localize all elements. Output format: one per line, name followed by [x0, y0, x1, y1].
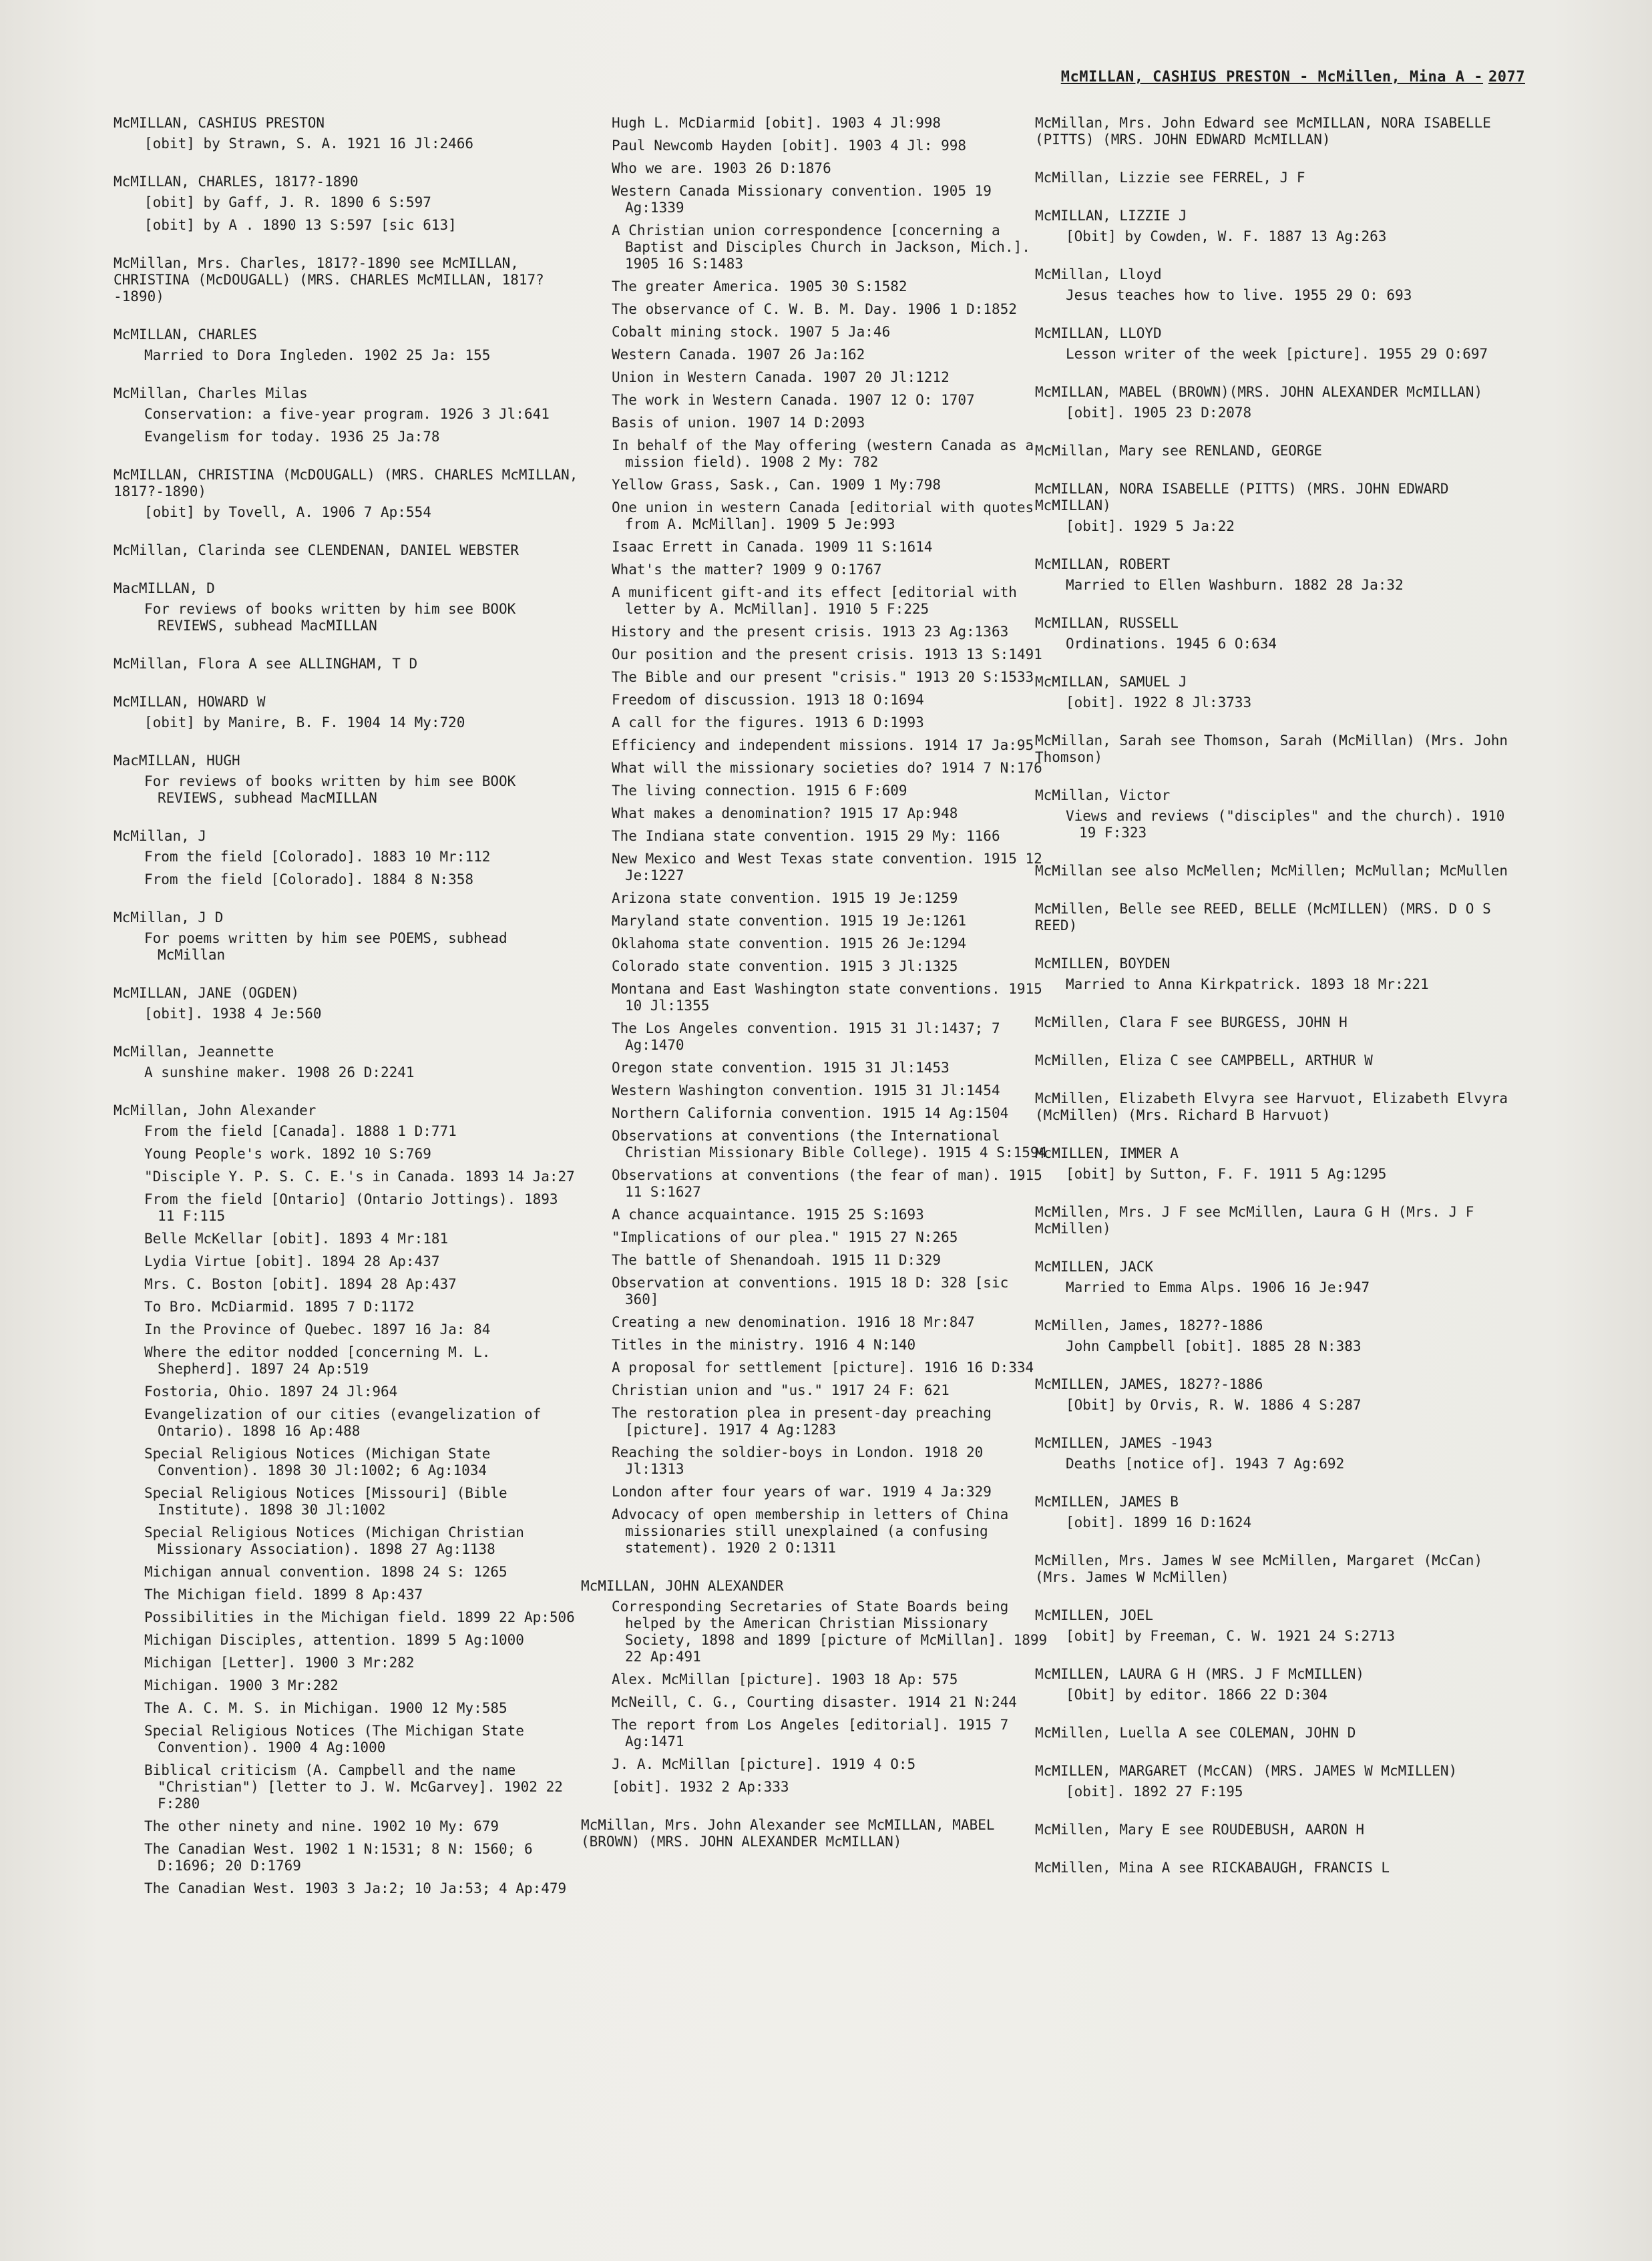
index-entry [1035, 956, 1522, 993]
citation-line: [obit] by Sutton, F. F. 1911 5 Ag:1295 [1066, 1166, 1387, 1182]
citation-line: Belle McKellar [obit]. 1893 4 Mr:181 [144, 1231, 449, 1247]
citation-line: Lesson writer of the week [picture]. 1955 29 O:697 [1066, 346, 1488, 362]
citation-line: Michigan annual convention. 1898 24 S: 1265 [144, 1564, 507, 1580]
citation-line: Montana and East Washington state conventions. 1915 10 Jl:1355 [612, 981, 1042, 1014]
citation-line: A chance acquaintance. 1915 25 S:1693 [612, 1207, 924, 1223]
index-entry [1035, 1317, 1522, 1355]
index-entry [114, 694, 581, 731]
index-entry [1035, 1607, 1522, 1645]
entry-heading: McMillan, John Alexander [114, 1102, 317, 1118]
citation-line: One union in western Canada [editorial with quotes from A. McMillan]. 1909 5 Je:993 [612, 499, 1034, 532]
index-entry [1035, 1822, 1522, 1838]
citation-line: Basis of union. 1907 14 D:2093 [612, 415, 865, 431]
citation-line: Efficiency and independent missions. 1914 17 Ja:95 [612, 737, 1034, 753]
citation-line: In the Province of Quebec. 1897 16 Ja: 84 [144, 1321, 491, 1338]
citation-line: The Canadian West. 1903 3 Ja:2; 10 Ja:53; 4 Ap:479 [144, 1880, 567, 1896]
index-entry [114, 580, 581, 634]
entry-heading: McMillan, Mrs. John Alexander see McMILLAN, MABEL (BROWN) (MRS. JOHN ALEXANDER McMILLAN) [581, 1817, 995, 1850]
citation-line: Fostoria, Ohio. 1897 24 Jl:964 [144, 1384, 398, 1400]
citation-line: [obit]. 1929 5 Ja:22 [1066, 518, 1235, 534]
citation-line: The battle of Shenandoah. 1915 11 D:329 [612, 1252, 942, 1268]
citation-line: Michigan [Letter]. 1900 3 Mr:282 [144, 1655, 415, 1671]
index-entry [1035, 170, 1522, 186]
index-entry [1035, 1376, 1522, 1414]
page-number: 2077 [1488, 69, 1525, 85]
citation-line: The report from Los Angeles [editorial]. 1915 7 Ag:1471 [612, 1717, 1009, 1750]
citation-line: Our position and the present crisis. 1913 13 S:1491 [612, 646, 1042, 662]
index-entry [1035, 266, 1522, 304]
citation-line: Married to Anna Kirkpatrick. 1893 18 Mr:221 [1066, 976, 1429, 992]
entry-heading: McMILLEN, JOEL [1035, 1607, 1154, 1623]
citation-line: Advocacy of open membership in letters of China missionaries still unexplained (a confusing statement). 1920 2 O:1311 [612, 1506, 1009, 1556]
entry-heading: McMillan, Victor [1035, 787, 1171, 803]
index-entry [1035, 1204, 1522, 1237]
entry-heading: McMILLEN, MARGARET (McCAN) (MRS. JAMES W McMILLEN) [1035, 1763, 1458, 1779]
entry-heading: McMILLAN, ROBERT [1035, 556, 1171, 572]
citation-line: London after four years of war. 1919 4 Ja:329 [612, 1484, 992, 1500]
citation-line: Special Religious Notices (Michigan Christian Missionary Association). 1898 27 Ag:1138 [144, 1524, 524, 1557]
index-entry [1035, 674, 1522, 711]
entry-heading: McMILLEN, LAURA G H (MRS. J F McMILLEN) [1035, 1666, 1365, 1682]
index-entry [1035, 325, 1522, 363]
entry-heading: McMILLEN, IMMER A [1035, 1145, 1179, 1161]
citation-line: Corresponding Secretaries of State Boards being helped by the American Christian Missionary Society, 1898 and 1899 [picture of McMillan]. 1899 22 Ap:491 [612, 1599, 1048, 1665]
index-entry [1035, 787, 1522, 841]
citation-line: Isaac Errett in Canada. 1909 11 S:1614 [612, 539, 933, 555]
citation-line: The greater America. 1905 30 S:1582 [612, 278, 907, 294]
citation-line: From the field [Colorado]. 1883 10 Mr:112 [144, 849, 491, 865]
citation-line: Observations at conventions (the fear of man). 1915 11 S:1627 [612, 1167, 1042, 1200]
citation-line: Reaching the soldier-boys in London. 1918 20 Jl:1313 [612, 1444, 984, 1477]
citation-line: [obit] by Strawn, S. A. 1921 16 Jl:2466 [144, 136, 474, 152]
citation-line: Young People's work. 1892 10 S:769 [144, 1146, 431, 1162]
index-entry [114, 327, 581, 364]
index-entry [1035, 481, 1522, 535]
index-entry [1035, 1494, 1522, 1531]
index-entry [114, 174, 581, 234]
entry-heading: McMillen, Belle see REED, BELLE (McMILLEN) (MRS. D O S REED) [1035, 901, 1491, 934]
citation-line: To Bro. McDiarmid. 1895 7 D:1172 [144, 1299, 415, 1315]
entry-heading: McMillan, Mrs. Charles, 1817?-1890 see McMILLAN, CHRISTINA (McDOUGALL) (MRS. CHARLES McMILLAN, 1817?-1890) [114, 255, 544, 304]
citation-line: Michigan Disciples, attention. 1899 5 Ag:1000 [144, 1632, 524, 1648]
citation-line: [obit]. 1892 27 F:195 [1066, 1784, 1243, 1800]
citation-line: McNeill, C. G., Courting disaster. 1914 21 N:244 [612, 1694, 1017, 1710]
index-entry [1035, 1014, 1522, 1031]
index-column-3 [1035, 115, 1522, 1898]
entry-heading: McMillen, Mina A see RICKABAUGH, FRANCIS L [1035, 1860, 1390, 1876]
entry-heading: McMILLEN, JAMES -1943 [1035, 1435, 1213, 1451]
entry-heading: McMillan, J D [114, 909, 224, 926]
citation-line: Arizona state convention. 1915 19 Je:1259 [612, 890, 958, 906]
citation-line: Northern California convention. 1915 14 Ag:1504 [612, 1105, 1009, 1121]
citation-line: [obit]. 1932 2 Ap:333 [612, 1779, 789, 1795]
citation-line: [obit]. 1905 23 D:2078 [1066, 405, 1252, 421]
citation-line: Cobalt mining stock. 1907 5 Ja:46 [612, 324, 891, 340]
citation-line: Yellow Grass, Sask., Can. 1909 1 My:798 [612, 477, 942, 493]
entry-heading: MacMILLAN, D [114, 580, 215, 596]
entry-heading: McMillan, Clarinda see CLENDENAN, DANIEL WEBSTER [114, 542, 519, 558]
index-column-1 [114, 115, 581, 1918]
citation-line: A call for the figures. 1913 6 D:1993 [612, 714, 924, 731]
citation-line: What's the matter? 1909 9 O:1767 [612, 562, 882, 578]
entry-heading: McMILLAN, CASHIUS PRESTON [114, 115, 325, 131]
citation-line: Special Religious Notices (The Michigan State Convention). 1900 4 Ag:1000 [144, 1723, 524, 1756]
index-entry [1035, 733, 1522, 766]
citation-line: From the field [Ontario] (Ontario Jottings). 1893 11 F:115 [144, 1191, 558, 1224]
citation-line: [obit] by Freeman, C. W. 1921 24 S:2713 [1066, 1628, 1396, 1644]
citation-line: [obit]. 1922 8 Jl:3733 [1066, 694, 1252, 710]
citation-line: The Michigan field. 1899 8 Ap:437 [144, 1587, 423, 1603]
entry-heading: McMillan, Sarah see Thomson, Sarah (McMillan) (Mrs. John Thomson) [1035, 733, 1508, 765]
index-entry [1035, 384, 1522, 421]
citation-line: Married to Ellen Washburn. 1882 28 Ja:32 [1066, 577, 1404, 593]
citation-line: Union in Western Canada. 1907 20 Jl:1212 [612, 369, 950, 385]
citation-line: [obit] by Manire, B. F. 1904 14 My:720 [144, 714, 465, 731]
entry-heading: McMILLAN, LIZZIE J [1035, 208, 1187, 224]
entry-heading: McMillen, Eliza C see CAMPBELL, ARTHUR W [1035, 1052, 1373, 1068]
index-entry [1035, 115, 1522, 148]
entry-heading: McMillen, Luella A see COLEMAN, JOHN D [1035, 1725, 1356, 1741]
citation-line: For reviews of books written by him see BOOK REVIEWS, subhead MacMILLAN [144, 601, 516, 634]
citation-line: The other ninety and nine. 1902 10 My: 679 [144, 1818, 499, 1834]
citation-line: [obit]. 1938 4 Je:560 [144, 1006, 322, 1022]
citation-line: What will the missionary societies do? 1914 7 N:176 [612, 760, 1042, 776]
index-entry [1035, 1725, 1522, 1741]
entry-heading: McMillan, Mary see RENLAND, GEORGE [1035, 443, 1322, 459]
entry-heading: McMILLAN, SAMUEL J [1035, 674, 1187, 690]
entry-heading: McMillan, Lizzie see FERREL, J F [1035, 170, 1305, 186]
citation-line: A Christian union correspondence [concerning a Baptist and Disciples Church in Jackson, Mich.]. 1905 16 S:1483 [612, 222, 1030, 272]
citation-line: Views and reviews ("disciples" and the church). 1910 19 F:323 [1066, 808, 1505, 841]
citation-line: Married to Emma Alps. 1906 16 Je:947 [1066, 1279, 1370, 1295]
citation-line: Special Religious Notices [Missouri] (Bible Institute). 1898 30 Jl:1002 [144, 1485, 507, 1518]
citation-line: "Disciple Y. P. S. C. E.'s in Canada. 1893 14 Ja:27 [144, 1169, 575, 1185]
index-entry [1035, 556, 1522, 594]
citation-line: From the field [Colorado]. 1884 8 N:358 [144, 871, 474, 887]
citation-line: For poems written by him see POEMS, subhead McMillan [144, 930, 507, 963]
citation-line: In behalf of the May offering (western Canada as a mission field). 1908 2 My: 782 [612, 437, 1034, 470]
citation-line: Oklahoma state convention. 1915 26 Je:1294 [612, 936, 967, 952]
index-entry [1035, 1145, 1522, 1183]
index-entry [114, 753, 581, 807]
index-entry [114, 115, 581, 152]
entry-heading: McMillan, Jeannette [114, 1044, 274, 1060]
citation-line: John Campbell [obit]. 1885 28 N:383 [1066, 1338, 1362, 1354]
citation-line: History and the present crisis. 1913 23 Ag:1363 [612, 624, 1009, 640]
entry-heading: McMILLEN, JACK [1035, 1259, 1154, 1275]
citation-line: Michigan. 1900 3 Mr:282 [144, 1677, 339, 1693]
entry-heading: McMILLAN, CHARLES [114, 327, 257, 343]
index-entry [581, 1578, 1048, 1796]
index-entry [1035, 1259, 1522, 1296]
citation-line: The Los Angeles convention. 1915 31 Jl:1437; 7 Ag:1470 [612, 1020, 1000, 1053]
citation-line: J. A. McMillan [picture]. 1919 4 O:5 [612, 1756, 916, 1772]
citation-line: Titles in the ministry. 1916 4 N:140 [612, 1337, 916, 1353]
citation-line: The living connection. 1915 6 F:609 [612, 783, 907, 799]
index-entry [1035, 1052, 1522, 1069]
citation-line: Colorado state convention. 1915 3 Jl:1325 [612, 958, 958, 974]
index-entry [114, 385, 581, 445]
citation-line: Evangelism for today. 1936 25 Ja:78 [144, 429, 440, 445]
entry-heading: McMillen, Mrs. J F see McMillen, Laura G H (Mrs. J F McMillen) [1035, 1204, 1474, 1237]
citation-line: Western Washington convention. 1915 31 Jl:1454 [612, 1082, 1000, 1098]
entry-heading: McMILLEN, BOYDEN [1035, 956, 1171, 972]
index-entry [114, 909, 581, 964]
citation-line: For reviews of books written by him see BOOK REVIEWS, subhead MacMILLAN [144, 773, 516, 806]
citation-line: Western Canada. 1907 26 Ja:162 [612, 347, 865, 363]
entry-heading: McMILLAN, RUSSELL [1035, 615, 1179, 631]
entry-heading: McMillen, Elizabeth Elvyra see Harvuot, Elizabeth Elvyra (McMillen) (Mrs. Richard B Harvuot) [1035, 1090, 1508, 1123]
entry-heading: McMillan, Flora A see ALLINGHAM, T D [114, 656, 418, 672]
citation-line: A munificent gift-and its effect [editorial with letter by A. McMillan]. 1910 5 F:225 [612, 584, 1017, 617]
index-column-2 [581, 115, 1048, 1872]
index-entry [581, 115, 1048, 1557]
entry-heading: McMillan, Charles Milas [114, 385, 308, 401]
entry-heading: McMILLAN, CHRISTINA (McDOUGALL) (MRS. CHARLES McMILLAN, 1817?-1890) [114, 467, 578, 499]
citation-line: [obit] by A . 1890 13 S:597 [sic 613] [144, 217, 457, 233]
citation-line: The Bible and our present "crisis." 1913 20 S:1533 [612, 669, 1034, 685]
entry-heading: McMillen, Clara F see BURGESS, JOHN H [1035, 1014, 1348, 1030]
entry-heading: McMillan, Mrs. John Edward see McMILLAN, NORA ISABELLE (PITTS) (MRS. JOHN EDWARD McMILLAN) [1035, 115, 1491, 148]
citation-line: Evangelization of our cities (evangelization of Ontario). 1898 16 Ap:488 [144, 1406, 542, 1439]
entry-heading: McMILLAN, HOWARD W [114, 694, 266, 710]
citation-line: Who we are. 1903 26 D:1876 [612, 160, 831, 176]
index-entry [114, 542, 581, 559]
index-entry [1035, 615, 1522, 652]
citation-line: Freedom of discussion. 1913 18 O:1694 [612, 692, 924, 708]
index-entry [1035, 443, 1522, 459]
citation-line: Mrs. C. Boston [obit]. 1894 28 Ap:437 [144, 1276, 457, 1292]
citation-line: Conservation: a five-year program. 1926 3 Jl:641 [144, 406, 550, 422]
index-entry [1035, 1090, 1522, 1124]
citation-line: The A. C. M. S. in Michigan. 1900 12 My:585 [144, 1700, 507, 1716]
index-entry [1035, 1763, 1522, 1800]
citation-line: [obit] by Gaff, J. R. 1890 6 S:597 [144, 194, 431, 210]
entry-heading: McMILLAN, CHARLES, 1817?-1890 [114, 174, 359, 190]
citation-line: [Obit] by Cowden, W. F. 1887 13 Ag:263 [1066, 228, 1387, 244]
index-entry [1035, 1666, 1522, 1703]
citation-line: Maryland state convention. 1915 19 Je:1261 [612, 913, 967, 929]
citation-line: Hugh L. McDiarmid [obit]. 1903 4 Jl:998 [612, 115, 942, 131]
running-header [1061, 69, 1525, 85]
citation-line: Alex. McMillan [picture]. 1903 18 Ap: 575 [612, 1671, 958, 1687]
index-entry [114, 467, 581, 521]
citation-line: [Obit] by Orvis, R. W. 1886 4 S:287 [1066, 1397, 1362, 1413]
citation-line: The work in Western Canada. 1907 12 O: 1707 [612, 392, 975, 408]
entry-heading: McMillen, James, 1827?-1886 [1035, 1317, 1263, 1333]
citation-line: From the field [Canada]. 1888 1 D:771 [144, 1123, 457, 1139]
index-entry [1035, 863, 1522, 879]
entry-heading: McMillan, J [114, 828, 207, 844]
citation-line: Lydia Virtue [obit]. 1894 28 Ap:437 [144, 1253, 440, 1269]
index-entry [1035, 1435, 1522, 1472]
citation-line: A proposal for settlement [picture]. 1916 16 D:334 [612, 1360, 1034, 1376]
index-entry [1035, 1860, 1522, 1876]
entry-heading: McMILLEN, JAMES, 1827?-1886 [1035, 1376, 1263, 1392]
citation-line: Observations at conventions (the International Christian Missionary Bible College). 1915 4 S:1594 [612, 1128, 1048, 1161]
index-entry [114, 1102, 581, 1897]
index-entry [1035, 1553, 1522, 1586]
citation-line: The restoration plea in present-day preaching [picture]. 1917 4 Ag:1283 [612, 1405, 992, 1438]
citation-line: Paul Newcomb Hayden [obit]. 1903 4 Jl: 998 [612, 138, 967, 154]
citation-line: Possibilities in the Michigan field. 1899 22 Ap:506 [144, 1609, 575, 1625]
entry-heading: McMillan, Lloyd [1035, 266, 1162, 282]
citation-line: Deaths [notice of]. 1943 7 Ag:692 [1066, 1456, 1345, 1472]
index-entry [114, 1044, 581, 1081]
citation-line: Oregon state convention. 1915 31 Jl:1453 [612, 1060, 950, 1076]
citation-line: What makes a denomination? 1915 17 Ap:948 [612, 805, 958, 821]
citation-line: Creating a new denomination. 1916 18 Mr:847 [612, 1314, 975, 1330]
index-entry [581, 1817, 1048, 1850]
index-entry [114, 656, 581, 672]
index-entry [114, 255, 581, 305]
entry-heading: McMILLAN, LLOYD [1035, 325, 1162, 341]
citation-line: Married to Dora Ingleden. 1902 25 Ja: 155 [144, 347, 491, 363]
citation-line: Observation at conventions. 1915 18 D: 328 [sic 360] [612, 1275, 1009, 1307]
citation-line: Christian union and "us." 1917 24 F: 621 [612, 1382, 950, 1398]
index-entry [1035, 208, 1522, 245]
entry-heading: McMILLAN, JOHN ALEXANDER [581, 1578, 784, 1594]
citation-line: Ordinations. 1945 6 O:634 [1066, 636, 1277, 652]
citation-line: [Obit] by editor. 1866 22 D:304 [1066, 1687, 1327, 1703]
index-entry [114, 985, 581, 1022]
citation-line: "Implications of our plea." 1915 27 N:265 [612, 1229, 958, 1245]
citation-line: A sunshine maker. 1908 26 D:2241 [144, 1064, 415, 1080]
citation-line: New Mexico and West Texas state convention. 1915 12 Je:1227 [612, 851, 1042, 883]
entry-heading: McMillen, Mrs. James W see McMillen, Margaret (McCan) (Mrs. James W McMillen) [1035, 1553, 1483, 1585]
citation-line: The Canadian West. 1902 1 N:1531; 8 N: 1560; 6 D:1696; 20 D:1769 [144, 1841, 533, 1874]
entry-heading: McMillen, Mary E see ROUDEBUSH, AARON H [1035, 1822, 1365, 1838]
citation-line: Jesus teaches how to live. 1955 29 O: 693 [1066, 287, 1412, 303]
index-entry [114, 828, 581, 888]
running-title: McMILLAN, CASHIUS PRESTON - McMillen, Mina A - [1060, 69, 1484, 85]
citation-line: Special Religious Notices (Michigan State Convention). 1898 30 Jl:1002; 6 Ag:1034 [144, 1446, 491, 1478]
entry-heading: McMILLEN, JAMES B [1035, 1494, 1179, 1510]
entry-heading: McMILLAN, MABEL (BROWN)(MRS. JOHN ALEXANDER McMILLAN) [1035, 384, 1483, 400]
citation-line: Where the editor nodded [concerning M. L. Shepherd]. 1897 24 Ap:519 [144, 1344, 491, 1377]
entry-heading: McMILLAN, JANE (OGDEN) [114, 985, 300, 1001]
citation-line: The observance of C. W. B. M. Day. 1906 1 D:1852 [612, 301, 1017, 317]
citation-line: The Indiana state convention. 1915 29 My: 1166 [612, 828, 1000, 844]
entry-heading: MacMILLAN, HUGH [114, 753, 240, 769]
index-entry [1035, 901, 1522, 934]
citation-line: [obit] by Tovell, A. 1906 7 Ap:554 [144, 504, 431, 520]
citation-line: [obit]. 1899 16 D:1624 [1066, 1514, 1252, 1530]
citation-line: Western Canada Missionary convention. 1905 19 Ag:1339 [612, 183, 992, 216]
entry-heading: McMILLAN, NORA ISABELLE (PITTS) (MRS. JOHN EDWARD McMILLAN) [1035, 481, 1449, 513]
entry-heading: McMillan see also McMellen; McMillen; McMullan; McMullen [1035, 863, 1508, 879]
citation-line: Biblical criticism (A. Campbell and the name "Christian") [letter to J. W. McGarvey]. 1902 22 F:280 [144, 1762, 563, 1812]
